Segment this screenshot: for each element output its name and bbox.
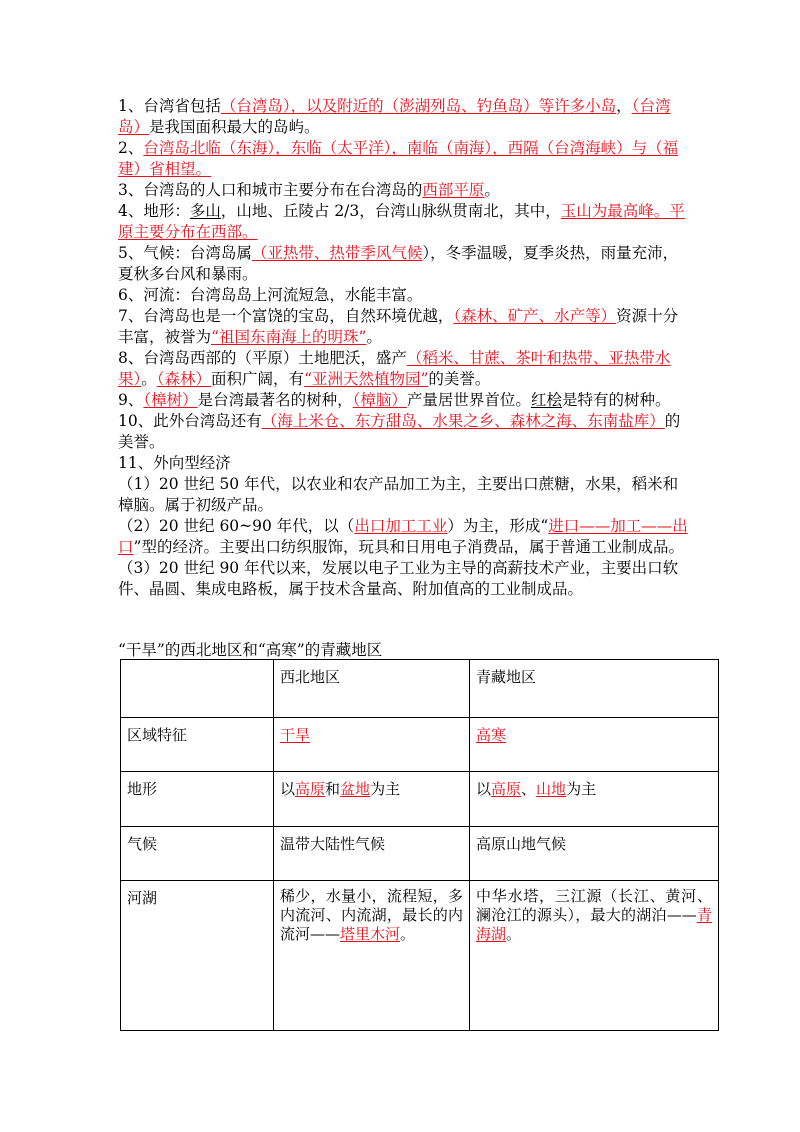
row-label-terrain: 地形 [121,772,274,827]
item-3: 3、台湾岛的人口和城市主要分布在台湾岛的西部平原。 [118,181,500,199]
item-11: 11、外向型经济 [118,454,231,472]
table-row [121,881,719,1031]
economy-stage-3: （3）20 世纪 90 年代以来，发展以电子工业为主导的高薪技术产业，主要出口软件、晶圆、集成电路板，属于技术含量高、附加值高的工业制成品。 [118,559,679,598]
item-10: 10、此外台湾岛还有（海上米仓、东方甜岛、水果之乡、森林之海、东南盐库）的美誉。 [118,412,681,451]
header-qinghai-tibet: 青藏地区 [470,660,719,718]
item-7: 7、台湾岛也是一个富饶的宝岛，自然环境优越，（森林、矿产、水产等）资源十分丰富，被誉为“祖国东南海上的明珠”。 [118,307,679,346]
table-header-row [121,660,719,718]
table-row [121,772,719,827]
row-label-feature: 区域特征 [121,718,274,772]
item-6: 6、河流：台湾岛岛上河流短急，水能丰富。 [118,286,423,304]
item-1: 1、台湾省包括（台湾岛），以及附近的（澎湖列岛、钓鱼岛）等许多小岛，（台湾岛）是我国面积最大的岛屿。 [118,97,671,136]
cell-tibet-feature: 高寒 [470,718,719,772]
cell-tibet-rivers: 中华水塔，三江源（长江、黄河、澜沧江的源头），最大的湖泊——青海湖。 [470,881,719,1031]
table-caption: “干旱”的西北地区和“高寒”的青藏地区 [118,641,383,659]
region-comparison-table [120,659,719,1031]
item-9: 9、（樟树）是台湾最著名的树种，（樟脑）产量居世界首位。红桧是特有的树种。 [118,391,671,409]
item-5: 5、气候：台湾岛属（亚热带、热带季风气候），冬季温暖，夏季炎热，雨量充沛，夏秋多台风和暴雨。 [118,244,679,283]
cell-northwest-feature: 干旱 [274,718,470,772]
header-empty-cell [121,660,274,718]
economy-stage-2: （2）20 世纪 60~90 年代，以（出口加工工业）为主，形成“进口——加工——出口”型的经济。主要出口纺织服饰，玩具和日用电子消费品，属于普通工业制成品。 [118,517,688,556]
cell-northwest-terrain: 以高原和盆地为主 [274,772,470,827]
row-label-climate: 气候 [121,827,274,881]
item-4: 4、地形：多山，山地、丘陵占 2/3，台湾山脉纵贯南北，其中，玉山为最高峰。平原主要分布在西部。 [118,202,685,241]
cell-tibet-terrain: 以高原、山地为主 [470,772,719,827]
document-body [118,96,688,600]
item-8: 8、台湾岛西部的（平原）土地肥沃，盛产（稻米、甘蔗、茶叶和热带、亚热带水果）。（森林）面积广阔，有“亚洲天然植物园”的美誉。 [118,349,671,388]
table-row [121,827,719,881]
header-northwest: 西北地区 [274,660,470,718]
item-2: 2、台湾岛北临（东海），东临（太平洋），南临（南海），西隔（台湾海峡）与（福建）省相望。 [118,139,679,178]
cell-tibet-climate: 高原山地气候 [470,827,719,881]
economy-stage-1: （1）20 世纪 50 年代，以农业和农产品加工为主，主要出口蔗糖，水果，稻米和樟脑。属于初级产品。 [118,475,679,514]
row-label-rivers: 河湖 [121,881,274,1031]
cell-northwest-rivers: 稀少，水量小，流程短，多内流河、内流湖，最长的内流河——塔里木河。 [274,881,470,1031]
table-row [121,718,719,772]
cell-northwest-climate: 温带大陆性气候 [274,827,470,881]
